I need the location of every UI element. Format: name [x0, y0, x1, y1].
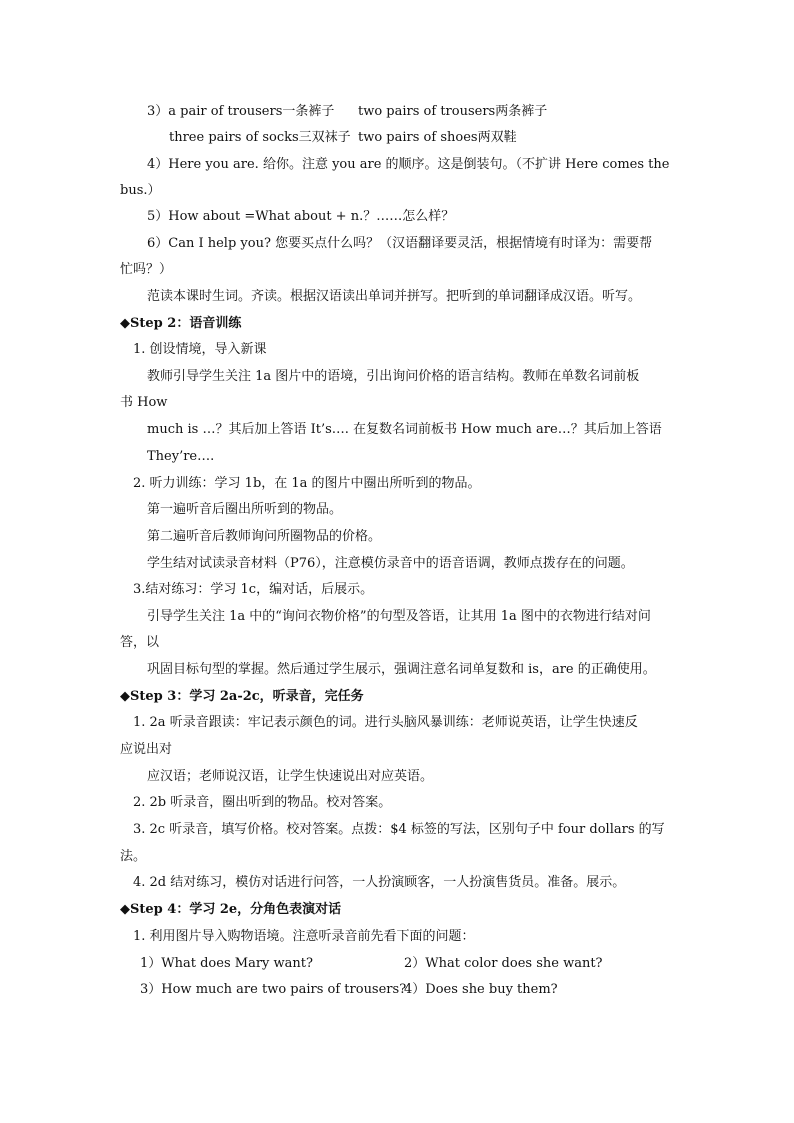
text-line: 第一遍听音后圈出所听到的物品。: [147, 502, 343, 517]
text-line: 6）Can I help you? 您要买点什么吗？（汉语翻译要灵活，根据情境有时译为：需要帮: [147, 236, 653, 251]
text-line: 学生结对试读录音材料（P76），注意模仿录音中的语音语调，教师点拨存在的问题。: [147, 556, 634, 571]
text-line: 2. 听力训练：学习 1b，在 1a 的图片中圈出所听到的物品。: [133, 476, 481, 491]
text-line: 5）How about =What about + n.？……怎么样？: [147, 209, 455, 224]
text-line: They’re….: [147, 449, 215, 464]
text-line: 巩固目标句型的掌握。然后通过学生展示，强调注意名词单复数和 is，are 的正确使用。: [147, 662, 656, 677]
section-heading: ◆Step 3：学习 2a-2c，听录音，完任务: [120, 689, 364, 704]
text-line: 范读本课时生词。齐读。根据汉语读出单词并拼写。把听到的单词翻译成汉语。听写。: [147, 289, 642, 304]
text-line: 1. 2a 听录音跟读：牢记表示颜色的词。进行头脑风暴训练：老师说英语，让学生快速反: [133, 715, 638, 730]
text-line: 2. 2b 听录音，圈出听到的物品。校对答案。: [133, 795, 392, 810]
text-line: 第二遍听音后教师询问所圈物品的价格。: [147, 529, 382, 544]
text-line: 3. 2c 听录音，填写价格。校对答案。点拨：$4 标签的写法，区别句子中 four dollars 的写: [133, 822, 665, 837]
text-line: 应说出对: [120, 742, 173, 757]
text-line: 1. 利用图片导入购物语境。注意听录音前先看下面的问题：: [133, 929, 475, 944]
text-line: two pairs of trousers两条裤子: [358, 104, 548, 119]
text-line: 4. 2d 结对练习，模仿对话进行问答，一人扮演顾客，一人扮演售货员。准备。展示。: [133, 875, 626, 890]
text-line: bus.）: [120, 183, 161, 198]
section-heading: ◆Step 4：学习 2e，分角色表演对话: [120, 902, 342, 917]
text-line: three pairs of socks三双袜子: [169, 130, 351, 145]
question-item: 2）What color does she want?: [404, 956, 603, 971]
text-line: 3.结对练习：学习 1c，编对话，后展示。: [133, 582, 374, 597]
section-heading: ◆Step 2：语音训练: [120, 316, 242, 331]
text-line: 应汉语；老师说汉语，让学生快速说出对应英语。: [147, 769, 434, 784]
text-line: much is …？其后加上答语 It’s…. 在复数名词前板书 How much are…？其后加上答语: [147, 422, 662, 437]
question-item: 3）How much are two pairs of trousers?: [140, 982, 407, 997]
text-line: 忙吗？）: [120, 262, 173, 277]
text-line: 引导学生关注 1a 中的“询问衣物价格”的句型及答语，让其用 1a 图中的衣物进行结对问: [147, 609, 651, 624]
text-line: 1. 创设情境，导入新课: [133, 342, 267, 357]
text-line: 3）a pair of trousers一条裤子: [147, 104, 335, 119]
text-line: 书 How: [120, 395, 168, 410]
text-line: 法。: [120, 849, 147, 864]
text-line: two pairs of shoes两双鞋: [358, 130, 517, 145]
text-line: 4）Here you are. 给你。注意 you are 的顺序。这是倒装句。（不扩讲 Here comes the: [147, 157, 670, 172]
text-line: 教师引导学生关注 1a 图片中的语境，引出询问价格的语言结构。教师在单数名词前板: [147, 369, 640, 384]
question-item: 1）What does Mary want?: [140, 956, 313, 971]
question-item: 4）Does she buy them?: [404, 982, 558, 997]
text-line: 答，以: [120, 635, 160, 650]
